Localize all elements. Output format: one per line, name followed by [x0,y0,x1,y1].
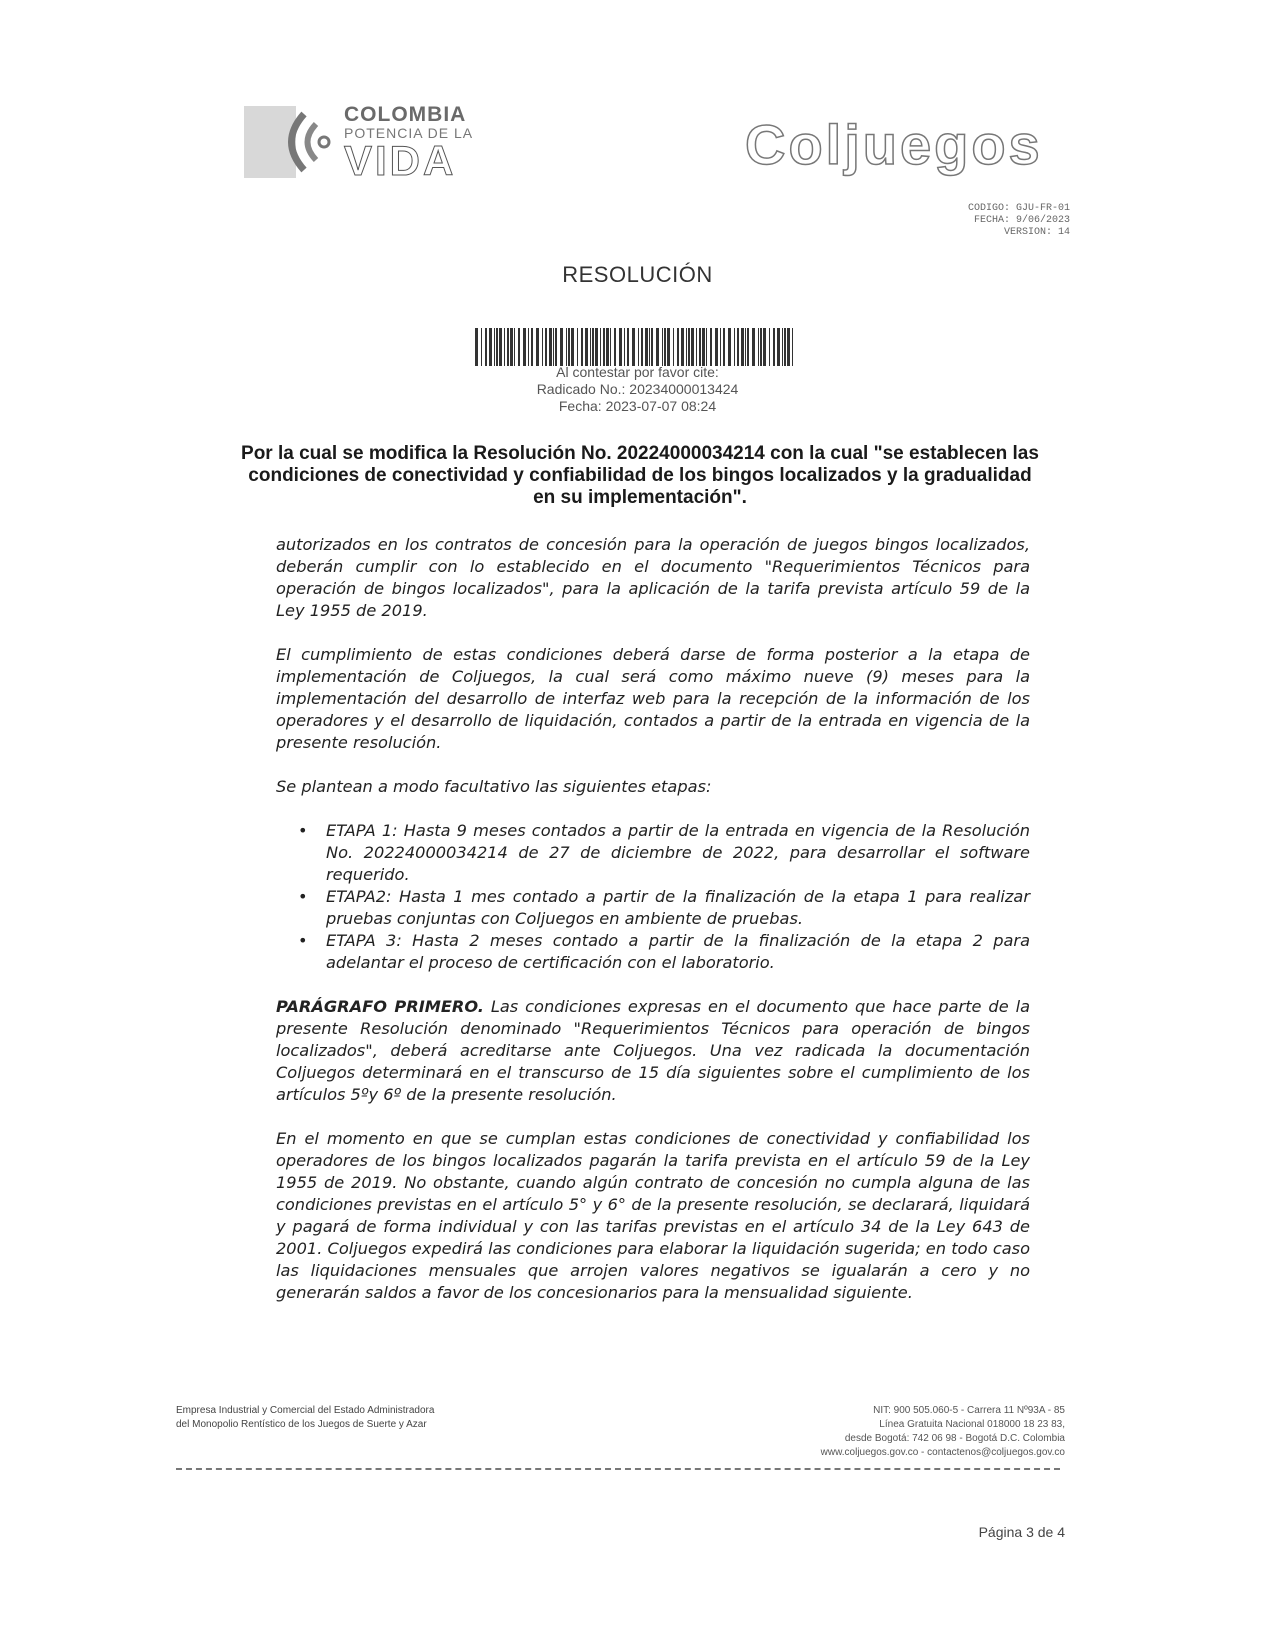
stage-text: ETAPA 1: Hasta 9 meses contados a partir de la entrada en vigencia de la Resolución No. 20224000034214 de 27 de diciembre de 2022, para desarrollar el software requerido. [326,821,1030,884]
barcode-bar [555,328,557,366]
barcode-bar [691,328,694,366]
barcode-bar [720,328,721,366]
barcode-bar [699,328,701,366]
footer-divider [176,1468,1060,1472]
code-codigo: CODIGO: GJU-FR-01 [967,203,1070,214]
barcode-bar [549,328,552,366]
barcode-bar [600,328,601,366]
bullet-icon: • [298,931,308,950]
footer-right-line-2: Línea Gratuita Nacional 018000 18 23 83, [879,1419,1065,1430]
radicado-block [0,364,1275,415]
barcode-bar [737,328,739,366]
logo-line-colombia: COLOMBIA [344,103,467,126]
barcode-bar [681,328,684,366]
footer-left-line-1: Empresa Industrial y Comercial del Estado Administradora [176,1405,435,1416]
coljuegos-logo: Coljuegos [745,113,1043,176]
barcode-icon [475,328,805,366]
barcode-bar [645,328,648,366]
radicado-date: Fecha: 2023-07-07 08:24 [558,398,717,414]
barcode-bar [481,328,482,366]
barcode-bar [641,328,643,366]
barcode-bar [686,328,687,366]
barcode-bar [760,328,762,366]
barcode-bar [773,328,775,366]
barcode-bar [619,328,622,366]
barcode-bar [603,328,605,366]
barcode-bar [728,328,731,366]
colombia-logo-text [344,104,473,182]
barcode-bar [475,328,478,366]
barcode-bar [496,328,498,366]
barcode-bar [489,328,492,366]
barcode-bar [656,328,659,366]
logo-line-potencia: POTENCIA DE LA [344,125,474,141]
barcode-bar [784,328,786,366]
barcode-bar [606,328,609,366]
barcode-bar [649,328,650,366]
barcode-bar [769,328,770,366]
paragrafo-primero [276,996,1030,1106]
logo-line-vida: VIDA [344,137,457,184]
document-codes [968,203,1070,239]
barcode-bar [610,328,611,366]
barcode-bar [485,328,487,366]
barcode-bar [592,328,594,366]
barcode-bar [507,328,509,366]
stage-item [298,886,1030,930]
footer-right-line-3: desde Bogotá: 742 06 98 - Bogotá D.C. Colombia [844,1433,1065,1444]
stage-item [298,820,1030,886]
barcode-bar [706,328,707,366]
body-paragraph-5: En el momento en que se cumplan estas condiciones de conectividad y confiabilidad los operadores de los bingos localizados pagarán la tarifa prevista en el artículo 59 de la Ley 1955 de 2019. No obstante, cuando algún contrato de concesión no cumpla alguna de las condiciones previstas en el artículo 5° y 6° de la presente resolución, se declarará, liquidará y pagará de forma individual y con las tarifas previstas en el artículo 34 de la Ley 643 de 2001. Coljuegos expedirá las condiciones para elaborar la liquidación sugerida; en todo caso las liquidaciones mensuales que arrojen valores negativos se igualarán a cero y no generarán saldos a favor de los concesionarios para la mensualidad siguiente. [276,1129,1030,1302]
barcode-bar [510,328,513,366]
barcode-bar [662,328,663,366]
barcode-bar [542,328,543,366]
barcode-bar [715,328,718,366]
barcode-bar [560,328,563,366]
footer-contact [821,1404,1065,1460]
barcode-bar [528,328,529,366]
barcode-bar [523,328,526,366]
barcode-bar [741,328,744,366]
footer-company [176,1404,434,1432]
barcode-bar [792,328,793,366]
barcode-bar [518,328,520,366]
barcode-bar [747,328,749,366]
barcode-bar [536,328,539,366]
footer-left-line-2: del Monopolio Rentístico de los Juegos de Suerte y Azar [176,1419,427,1430]
barcode-bar [752,328,755,366]
barcode-bar [758,328,759,366]
code-fecha: FECHA: 9/06/2023 [973,215,1070,226]
barcode-bar [696,328,697,366]
barcode-bar [568,328,570,366]
barcode-bar [571,328,574,366]
document-title: RESOLUCIÓN [562,262,713,287]
page-number: Página 3 de 4 [978,1524,1065,1540]
bullet-icon: • [298,821,308,840]
barcode-bar [624,328,625,366]
barcode-bar [777,328,780,366]
barcode-bar [499,328,502,366]
bullet-icon: • [298,887,308,906]
barcode-bar [566,328,567,366]
body-paragraph-3: Se plantean a modo facultativo las siguientes etapas: [276,777,712,796]
code-version: VERSION: 14 [1003,227,1070,238]
barcode-bar [710,328,712,366]
barcode-bar [638,328,639,366]
barcode-bar [595,328,598,366]
radicado-cite: Al contestar por favor cite: [556,364,719,380]
resolution-subject: Por la cual se modifica la Resolución No. 20224000034214 con la cual "se establecen las condiciones de conectividad y confiabilidad de los bingos localizados y la gradualidad en su implementación". [241,443,1039,508]
stage-text: ETAPA 3: Hasta 2 meses contado a partir de la finalización de la etapa 2 para adelantar el proceso de certificación con el laboratorio. [326,931,1030,972]
barcode-bar [677,328,679,366]
barcode-bar [702,328,705,366]
stage-item [298,930,1030,974]
colombia-emblem-icon [244,104,339,182]
footer-right-line-4: www.coljuegos.gov.co - contactenos@coljuegos.gov.co [820,1447,1065,1458]
footer-right-line-1: NIT: 900 505.060-5 - Carrera 11 Nº93A - 85 [873,1405,1065,1416]
colombia-potencia-de-la-vida-logo [244,104,504,184]
barcode-bar [734,328,735,366]
body-paragraph-2: El cumplimiento de estas condiciones deberá darse de forma posterior a la etapa de implementación de Coljuegos, la cual será como máximo nueve (9) meses para la implementación del desarrollo de interfaz web para la recepción de la información de los operadores y el desarrollo de liquidación, contados a partir de la entrada en vigencia de la presente resolución. [276,645,1030,752]
radicado-number: Radicado No.: 20234000013424 [536,381,739,397]
barcode-bar [673,328,674,366]
barcode-bar [614,328,616,366]
barcode-bar [664,328,666,366]
barcode-bar [585,328,588,366]
stage-text: ETAPA2: Hasta 1 mes contado a partir de la finalización de la etapa 1 para realizar pruebas conjuntas con Coljuegos en ambiente de pruebas. [326,887,1030,928]
barcode-bar [667,328,670,366]
barcode-bar [531,328,533,366]
barcode-bar [514,328,515,366]
barcode-bar [632,328,635,366]
barcode-bar [553,328,554,366]
barcode-bar [763,328,766,366]
barcode-bar [494,328,495,366]
barcode-bar [745,328,746,366]
barcode-bar [688,328,690,366]
barcode-bar [651,328,653,366]
barcode-bar [577,328,578,366]
stages-list [276,820,1030,974]
barcode-bar [723,328,725,366]
body-paragraph-1: autorizados en los contratos de concesión para la operación de juegos bingos localizados, deberán cumplir con lo establecido en el documento "Requerimientos Técnicos para operación de bingos localizados", para la aplicación de la tarifa prevista artículo 59 de la Ley 1955 de 2019. [276,535,1030,620]
document-body [276,534,1030,1326]
barcode-bar [590,328,591,366]
barcode-bar [504,328,505,366]
barcode-bar [627,328,629,366]
paragrafo-text: Las condiciones expresas en el documento que hace parte de la presente Resolución denominado "Requerimientos Técnicos para operación de bingos localizados", deberá acreditarse ante Coljuegos. Una vez radicada la documentación Coljuegos determinará en el transcurso de 15 día siguientes sobre el cumplimiento de los artículos 5ºy 6º de la presente resolución. [276,997,1031,1104]
barcode-bar [581,328,583,366]
barcode-bar [782,328,783,366]
barcode-bar [787,328,790,366]
barcode-bar [545,328,547,366]
paragrafo-label: PARÁGRAFO PRIMERO. [276,997,484,1016]
